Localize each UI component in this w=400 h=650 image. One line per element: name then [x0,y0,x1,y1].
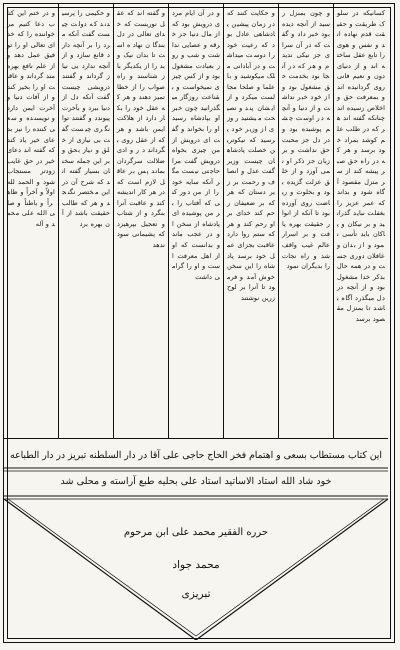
text-column-3 [223,4,278,438]
text-column-5 [113,4,168,438]
colophon-line-4: محمد جواد [172,559,220,571]
text-column-1 [333,4,388,438]
colophon-line-5: تبریزی [181,588,211,600]
column-3-text: و حکایت کنند که در زمان پیشین پادشاهی عادل بود که رعیت خود را دوست میداشت و در آبادانی ملک میکوشید و با علما و صلحا مجالست میکرد و از ایشان پند و نصیحت میشنید روزی از وزیر خود پرسید که نیکوترین خصلت پادشاهان چیست وزیر گفت عدل و انصاف و رحمت بر زیر دستان که هر که بر ضعیفان رحم کند خدای بر او رحم کند و هر که ستم روا دارد عاقبت بجزای عمل خود برسد پادشاه را این سخن خوش آمد و فرمود تا آنرا بر لوح زرین نوشتند [227,9,275,302]
column-2-text: و چون بمنزل رسید از آنچه دیده بود خبر داد و گفت که در آن سرای جز نیکی ندیدم و هر که در آنجا بود بخدمت حق مشغول بود و از خود خبر نداشت و از دنیا و آنچه در اوست چشم پوشیده بود و در دل جز محبت حق نداشت و بر زبان جز ذکر او نمی آورد و از خلق عزلت گزیده بود و بخلوت و ریاضت روی آورده بود تا آنکه از انوار حقیقت بهره یافت و بر اسرار عالم غیب واقف شد و راه نجات را بدیگران نمود [282,9,330,271]
text-column-2 [278,4,333,438]
text-column-4 [168,4,223,438]
column-4-text: و در آن ایام مردی درویش بود که از مال دنیا جز خرقه و عصایی نداشت و شب و روز بعبادت مشغول بود و از کس چیزی نمیخواست و بقناعت روزگار میگذرانید چون خبر او بپادشاه رسید او را بخواند و گفت ای درویش از من چیزی بخواه درویش گفت مرا حاجتی نیست مگر آنکه سایه خود را از من دور کنی که آفتاب را بر من پوشیده ای پادشاه از سخن او در عجب ماند و بدانست که او از اهل معرفت است و او را گرامی داشت [171,9,220,281]
text-column-6 [58,4,113,438]
column-6-text: و حکیمی را پرسیدند که دولت چیست گفت آنکه مرد را بر آنچه دارد قانع سازد و از آنچه ندارد بی نیاز گرداند و گفتند درویشی چیست گفت آنکه دل از دنیا ببرد و بآخرت پیوندد و گفتند توانگری چیست گفت بی نیازی از خلق و نیاز بحق و بر این جمله سخنان بسیار گفته اند که شرح آن در این مختصر نگنجد و هر که طالب حقیقت باشد از آن بهره برد [62,9,110,228]
colophon-triangle-frame [4,440,388,640]
column-1-text: کسانیکه در سلوک طریقت و حقیقت قدم نهاده اند و نفس و هوی را تابع عقل ساخته اند و از دنیای دون و نعیم فانی روی گردانیده اند و بمعرفت حق و اخلاص رسیده اند چنانکه گفته اند هر که در طلب علم کوشد بمراد خود برسد و هر که در راه حق صبر پیشه کند از سر منزل مقصود آگاه شود و بداند که عمر عزیز را بغفلت نباید گذرانید و بر نیکان و پاکان باید تأسی نمود و از بدان و غافلان دوری جست و در همه حال بذکر خدا مشغول بود و از آنچه در دل میگذرد آگاه باشد تا بمنزل مقصود برسد [337,9,385,323]
text-columns [4,4,388,439]
column-7-text: و در ختم این کتاب دعا کنیم مر خواننده را که خدای تعالی او را توفیق عمل دهد و از علم نافع بهره مند گرداند و عاقبت او را بخیر کند و از آفات دنیا و آخرت ایمن دارد و نویسنده و سعی کننده را نیز بدعای خیر یاد کند که گفته اند دعای خیر در حق غایب زودتر مستجاب شود و الحمد لله اولاً و آخراً و ظاهراً و باطناً و صلی الله علی محمد و آله [7,9,55,228]
colophon-line-3: حرره الفقیر محمد علی ابن مرحوم [123,527,269,538]
column-5-text: و گفته اند که عقل نوریست که خدای تعالی در دل بندگان نهاده است تا بدان نیک و بد را از یکدیگر باز شناسند و راه صواب را از خطا تمیز دهند و هر که عقل خود را بکار دارد از هلاکت ایمن باشد و هر که از عقل روی بگرداند در وادی ضلالت سرگردان بماند پس بر عاقل لازم است که در هر کار اندیشه کند و عاقبت آنرا بنگرد و از شتاب و تعجیل بپرهیزد که پشیمانی سود ندهد [117,9,165,250]
colophon-line-2: خود شاد الله استاد الاساتید استاد علی بحلیه طبع آراسته و محلی شد [60,476,332,487]
colophon-line-1: این کتاب مستطاب بسعی و اهتمام فخر الحاج حاجی علی آقا در دار السلطنه تبریز در دار الطباعه [10,450,382,461]
text-column-7 [4,4,58,438]
colophon [4,440,388,640]
